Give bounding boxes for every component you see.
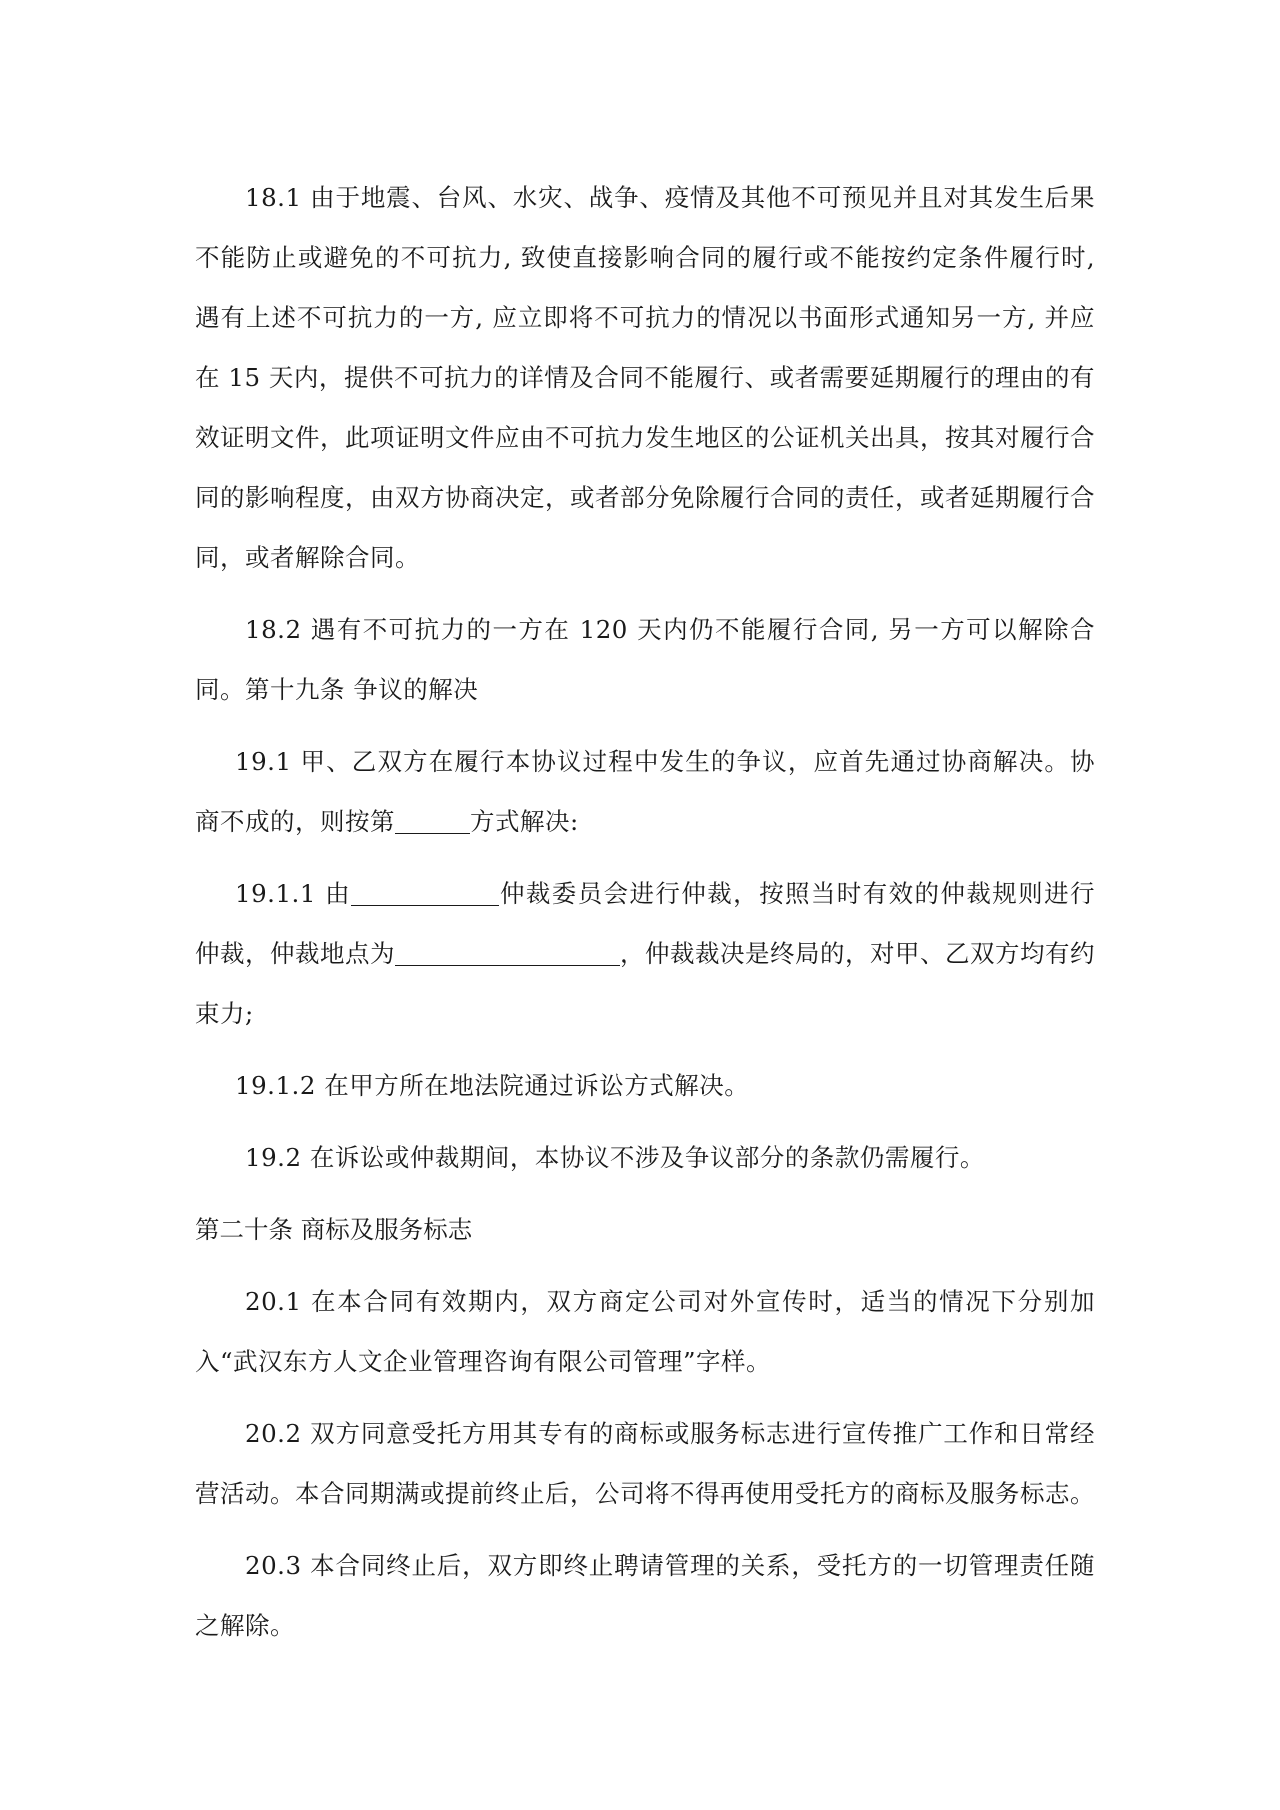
- clause-20-3: 20.3 本合同终止后，双方即终止聘请管理的关系，受托方的一切管理责任随之解除。: [195, 1551, 1095, 1640]
- clause-20-2: 20.2 双方同意受托方用其专有的商标或服务标志进行宣传推广工作和日常经营活动。本合同期满或提前终止后，公司将不得再使用受托方的商标及服务标志。: [195, 1419, 1095, 1508]
- document-body: [195, 168, 1095, 1668]
- clause-19-1: [195, 732, 1095, 852]
- clause-20-1: 20.1 在本合同有效期内，双方商定公司对外宣传时，适当的情况下分别加入“武汉东方人文企业管理咨询有限公司管理”字样。: [195, 1287, 1095, 1376]
- article-20-heading: 第二十条 商标及服务标志: [195, 1215, 473, 1244]
- clause-19-1-text: 19.1 甲、乙双方在履行本协议过程中发生的争议，应首先通过协商解决。协商不成的，则按第: [195, 747, 1095, 836]
- clause-19-1-text-end: 方式解决:: [470, 807, 579, 836]
- clause-19-2: 19.2 在诉讼或仲裁期间，本协议不涉及争议部分的条款仍需履行。: [245, 1143, 985, 1172]
- clause-19-1-2: 19.1.2 在甲方所在地法院通过诉讼方式解决。: [235, 1071, 750, 1100]
- method-number-blank: [395, 807, 470, 834]
- clause-18-1: 18.1 由于地震、台风、水灾、战争、疫情及其他不可预见并且对其发生后果不能防止或避免的不可抗力, 致使直接影响合同的履行或不能按约定条件履行时, 遇有上述不可抗力的一方, 应立即将不可抗力的情况以书面形式通知另一方, 并应在 15 天内，提供不可抗力的详情及合同不能履行、或者需要延期履行的理由的有效证明文件，此项证明文件应由不可抗力发生地区的公证机关出具，按其对履行合同的影响程度，由双方协商决定，或者部分免除履行合同的责任，或者延期履行合同，或者解除合同。: [195, 183, 1095, 572]
- clause-18-2: 18.2 遇有不可抗力的一方在 120 天内仍不能履行合同, 另一方可以解除合同。第十九条 争议的解决: [195, 615, 1095, 704]
- clause-19-1-1-suffix: ，仲裁裁决是终局的，对甲、乙双方均有约束力;: [195, 939, 1095, 1028]
- arbitration-committee-blank: [351, 879, 499, 906]
- clause-19-1-1-prefix: 19.1.1 由: [235, 879, 352, 908]
- arbitration-location-blank: [395, 939, 620, 966]
- clause-19-1-1: [195, 864, 1095, 1044]
- clause-19-1-1-middle: 仲裁委员会进行仲裁，按照当时有效的仲裁规则进行仲裁，仲裁地点为: [195, 879, 1096, 968]
